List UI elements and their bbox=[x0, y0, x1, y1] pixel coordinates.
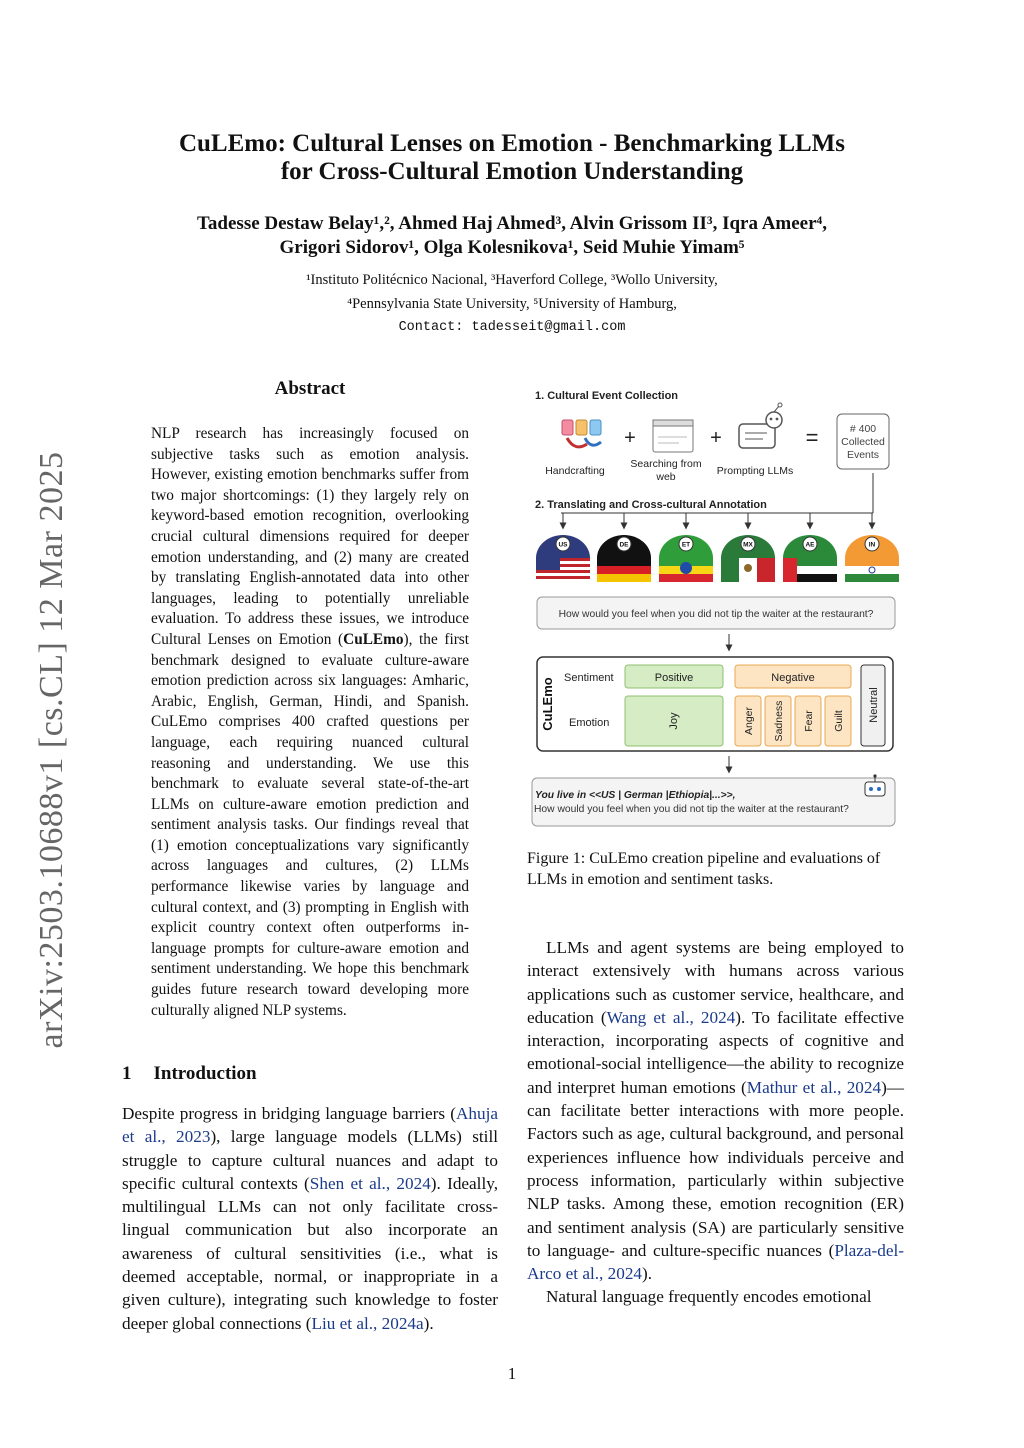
abstract-bold-name: CuLEmo bbox=[343, 630, 404, 648]
figure-caption: Figure 1: CuLEmo creation pipeline and evaluations of LLMs in emotion and sentiment tasks. bbox=[527, 850, 881, 888]
country-code-ae: AE bbox=[805, 541, 815, 549]
culemo-label: CuLEmo bbox=[540, 677, 555, 731]
emotion-label-guilt: Guilt bbox=[833, 710, 845, 732]
prompt-line-1: You live in <<US | German |Ethiopia|...>>, bbox=[535, 790, 736, 801]
positive-label: Positive bbox=[654, 672, 694, 684]
citation-link[interactable]: Plaza-del-Arco et al., 2024 bbox=[527, 1240, 904, 1284]
authors-line-1: Tadesse Destaw Belay¹,², Ahmed Haj Ahmed³, Alvin Grissom II³, Iqra Ameer⁴, bbox=[197, 213, 827, 234]
paragraph: Natural language frequently encodes emotional bbox=[546, 1287, 872, 1307]
citation-link[interactable]: Mathur et al., 2024 bbox=[746, 1077, 882, 1097]
events-count: # 400 bbox=[849, 423, 877, 435]
citation-link[interactable]: Shen et al., 2024 bbox=[309, 1173, 431, 1193]
flag-arrows bbox=[563, 513, 872, 526]
section-heading-introduction bbox=[122, 1063, 257, 1085]
affil-line-2: ⁴Pennsylvania State University, ⁵University of Hamburg, bbox=[347, 296, 677, 312]
figure-1 bbox=[527, 382, 905, 834]
browser-icon bbox=[653, 420, 693, 452]
chatbot-icon bbox=[739, 403, 782, 448]
country-code-in: IN bbox=[868, 541, 876, 549]
abstract-text-after: ), the first benchmark designed to evaluate culture-aware emotion prediction across six languages: Amharic, Arabic, English, German, Hindi, and Spanish. CuLEmo comprises 400 crafted questions per language, each requiring nuanced cultural reasoning and understanding. We use this benchmark to evaluate several state-of-the-art LLMs on culture-aware emotion prediction and sentiment analysis tasks. Our findings reveal that (1) emotion conceptualizations vary significantly across languages and cultures, (2) LLMs performance likewise varies by language and cultural context, and (3) prompting in English with explicit country context often outperforms in-language prompts for culture-aware emotion and sentiment understanding. We hope this benchmark guides future research toward developing more culturally aligned NLP systems. bbox=[151, 630, 469, 1019]
src-search-2: web bbox=[656, 471, 676, 483]
arxiv-id-text: arXiv:2503.10688v1 [cs.CL] 12 Mar 2025 bbox=[33, 451, 70, 1049]
abstract-body bbox=[151, 424, 469, 1021]
body-text: LLMs and agent systems are being employed to interact extensively with humans across various applications such as customer service, healthcare, and education ( bbox=[527, 938, 904, 1027]
flag-us bbox=[536, 558, 590, 582]
equals-sign: = bbox=[805, 425, 819, 450]
country-code-mx: MX bbox=[743, 541, 753, 549]
title-line-2: for Cross-Cultural Emotion Understanding bbox=[280, 158, 744, 185]
emotion-label-anger: Anger bbox=[743, 706, 755, 736]
plus-sign: + bbox=[624, 427, 636, 449]
sentiment-label: Sentiment bbox=[564, 672, 614, 684]
authors-line-2: Grigori Sidorov¹, Olga Kolesnikova¹, Seid Muhie Yimam⁵ bbox=[279, 237, 745, 258]
country-flags bbox=[536, 535, 899, 582]
title-line-1: CuLEmo: Cultural Lenses on Emotion - Benchmarking LLMs bbox=[178, 130, 846, 157]
intro-text: ). bbox=[423, 1313, 434, 1333]
right-column-text bbox=[527, 936, 904, 1309]
paragraph bbox=[527, 936, 904, 1285]
body-text: ). To facilitate effective interaction, incorporating aspects of cognitive and emotional-social intelligence—the ability to recognize and interpret human emotions ( bbox=[527, 1007, 904, 1097]
question-text: How would you feel when you did not tip the waiter at the restaurant? bbox=[558, 609, 874, 620]
src-search-1: Searching from bbox=[630, 458, 702, 470]
paper-title bbox=[0, 130, 1024, 186]
emotion-label-fear: Fear bbox=[803, 710, 815, 732]
emotion-label-sadness: Sadness bbox=[773, 700, 785, 742]
intro-text: Despite progress in bridging language barriers ( bbox=[122, 1104, 456, 1123]
prompt-box bbox=[532, 778, 895, 826]
src-handcrafting: Handcrafting bbox=[545, 465, 605, 477]
intro-text: ). Ideally, multilingual LLMs can not only facilitate cross-lingual communication but also incorporate an awareness of cultural sensitivities (i.e., what is deemed acceptable, normal, or inappropriate in a given culture), integrating such knowledge to foster deeper global connections ( bbox=[122, 1173, 498, 1333]
flag-ae bbox=[783, 558, 837, 582]
plus-sign: + bbox=[710, 427, 722, 449]
intro-text: ), large language models (LLMs) still struggle to capture cultural nuances and adapt to specific cultural contexts ( bbox=[122, 1127, 499, 1193]
affil-line-1: ¹Instituto Politécnico Nacional, ³Haverford College, ³Wollo University, bbox=[306, 272, 718, 288]
flag-et bbox=[659, 558, 713, 582]
citation-link[interactable]: Liu et al., 2024a bbox=[311, 1313, 424, 1333]
step2-label: 2. Translating and Cross-cultural Annotation bbox=[535, 499, 767, 511]
neutral-label: Neutral bbox=[868, 687, 880, 723]
handcrafting-icon bbox=[562, 420, 601, 447]
flag-in bbox=[845, 558, 899, 582]
joy-label: Joy bbox=[668, 712, 680, 730]
step1-label: 1. Cultural Event Collection bbox=[535, 390, 679, 402]
page-number: 1 bbox=[507, 1364, 517, 1383]
body-text: )—can facilitate better interactions with more people. Factors such as age, cultural background, and personal experiences influence how individuals perceive and process information, particularly within subjective NLP tasks. Among these, emotion recognition (ER) and sentiment analysis (SA) are particularly sensitive to language- and culture-specific nuances ( bbox=[527, 1077, 904, 1260]
citation-link[interactable]: Wang et al., 2024 bbox=[606, 1007, 736, 1027]
author-list bbox=[0, 212, 1024, 260]
events-collected: Collected bbox=[841, 436, 885, 448]
country-code-et: ET bbox=[681, 541, 691, 549]
section-number: 1 bbox=[122, 1063, 132, 1084]
flag-mx bbox=[721, 558, 775, 582]
flag-de bbox=[597, 558, 651, 582]
citation-link[interactable]: Ahuja et al., 2023 bbox=[122, 1104, 498, 1147]
intro-paragraph bbox=[122, 1102, 498, 1335]
section-title: Introduction bbox=[153, 1063, 257, 1084]
arxiv-identifier bbox=[32, 440, 72, 1060]
events-label: Events bbox=[846, 449, 880, 461]
country-code-de: DE bbox=[619, 541, 629, 549]
affiliations bbox=[0, 268, 1024, 340]
src-prompting: Prompting LLMs bbox=[716, 465, 794, 477]
contact-email[interactable]: Contact: tadesseit@gmail.com bbox=[398, 320, 626, 335]
body-text: ). bbox=[642, 1264, 653, 1284]
pipeline-diagram bbox=[527, 382, 905, 834]
prompt-line-2: How would you feel when you did not tip the waiter at the restaurant? bbox=[534, 804, 849, 815]
abstract-heading: Abstract bbox=[274, 378, 346, 399]
abstract-text-before: NLP research has increasingly focused on subjective tasks such as emotion analysis. However, existing emotion benchmarks suffer from two major shortcomings: (1) they largely rely on keyword-based emotion recognition, overlooking crucial cultural dimensions required for deeper emotion understanding, and (2) many are created by translating English-annotated data into other languages, leading to potentially unreliable evaluation. To address these issues, we introduce Cultural Lenses on Emotion ( bbox=[151, 425, 469, 648]
negative-label: Negative bbox=[771, 672, 815, 684]
country-code-us: US bbox=[558, 541, 568, 549]
emotion-label: Emotion bbox=[569, 717, 610, 729]
